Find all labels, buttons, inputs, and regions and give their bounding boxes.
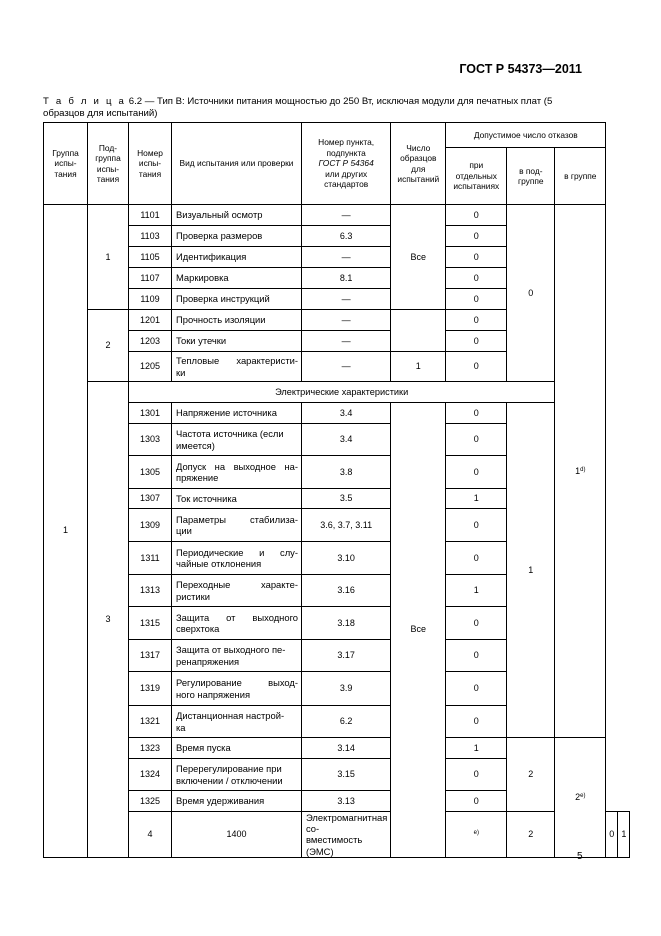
test-name xyxy=(172,672,302,706)
group-failures-1-value: 1 xyxy=(575,465,581,476)
test-number: 1305 xyxy=(129,456,172,489)
test-name-line2: ции xyxy=(176,525,192,536)
test-name xyxy=(172,640,302,672)
test-name-line2: сверхтока xyxy=(176,623,220,634)
subgroup-cell-1: 1 xyxy=(88,205,129,310)
test-name-line1: Периодические и слу- xyxy=(176,546,298,558)
test-number: 1317 xyxy=(129,640,172,672)
test-clause: 6.3 xyxy=(302,226,391,247)
header-in-subgroup: в под-группе xyxy=(507,148,555,205)
samples-cell-3: Все xyxy=(391,403,446,858)
test-table xyxy=(43,122,630,858)
group-cell: 1 xyxy=(44,205,88,858)
test-failures: 0 xyxy=(446,607,507,640)
header-number: Номер испы-тания xyxy=(129,123,172,205)
test-failures: 0 xyxy=(606,812,618,858)
test-number: 1325 xyxy=(129,791,172,812)
header-test-type: Вид испытания или проверки xyxy=(172,123,302,205)
test-clause: 3.5 xyxy=(302,489,391,509)
samples-1205: 1 xyxy=(391,352,446,382)
subgroup-cell-4: 4 xyxy=(129,812,172,858)
group-failures-1-note: d) xyxy=(580,466,586,473)
test-clause: 3.17 xyxy=(302,640,391,672)
test-name-line1: Допуск на выходное на- xyxy=(176,460,298,472)
test-name: Токи утечки xyxy=(172,331,302,352)
test-clause: — xyxy=(302,331,391,352)
test-name: Ток источника xyxy=(172,489,302,509)
test-name-line1: Перерегулирование при xyxy=(176,763,282,775)
test-name-line1: Переходные характе- xyxy=(176,579,298,591)
test-name-line1: Частота источника (если xyxy=(176,428,284,440)
subgroup-cell-3: 3 xyxy=(88,382,129,858)
test-name-line1: Дистанционная настрой- xyxy=(176,710,285,722)
test-number: 1105 xyxy=(129,247,172,268)
test-number: 1101 xyxy=(129,205,172,226)
test-name: Время удерживания xyxy=(172,791,302,812)
test-clause: 3.4 xyxy=(302,424,391,456)
test-name xyxy=(172,607,302,640)
test-clause: — xyxy=(302,352,391,382)
test-name-line2: вместимость (ЭМС) xyxy=(306,834,363,857)
test-name-line2: имеется) xyxy=(176,439,215,451)
test-name xyxy=(172,759,302,791)
test-name xyxy=(172,542,302,575)
header-allowed-failures: Допустимое число отказов xyxy=(446,123,606,148)
test-failures: 0 xyxy=(446,205,507,226)
test-clause: 3.10 xyxy=(302,542,391,575)
test-number: 1400 xyxy=(172,812,302,858)
test-name-line2: включении / отключении xyxy=(176,774,283,786)
header-group: Группа испы-тания xyxy=(44,123,88,205)
standard-designation: ГОСТ Р 54373—2011 xyxy=(459,62,582,76)
test-name xyxy=(172,509,302,542)
test-name-line1: Параметры стабилиза- xyxy=(176,513,298,525)
test-number: 1321 xyxy=(129,706,172,738)
test-name xyxy=(172,352,302,382)
test-number: 1107 xyxy=(129,268,172,289)
subgroup-failures-3b: 2 xyxy=(507,738,555,812)
subgroup-failures-1: 0 xyxy=(507,205,555,382)
test-name-line1: Электромагнитная со- xyxy=(306,812,388,835)
test-name xyxy=(172,706,302,738)
test-number: 1201 xyxy=(129,310,172,331)
subgroup-cell-2: 2 xyxy=(88,310,129,382)
samples-cell-1: Все xyxy=(391,205,446,310)
test-name: Напряжение источника xyxy=(172,403,302,424)
test-clause: 3.14 xyxy=(302,738,391,759)
test-number: 1319 xyxy=(129,672,172,706)
test-name: Время пуска xyxy=(172,738,302,759)
test-failures: 0 xyxy=(446,509,507,542)
test-name-line2: ного напряжения xyxy=(176,688,251,700)
test-clause: — xyxy=(302,247,391,268)
test-failures: 0 xyxy=(446,331,507,352)
header-clause-line3: или других стандартов xyxy=(324,168,369,190)
test-failures: 0 xyxy=(446,403,507,424)
test-clause: 3.4 xyxy=(302,403,391,424)
subgroup-failures-4: 1 xyxy=(618,812,630,858)
group-failures-2 xyxy=(555,738,606,858)
test-failures: 0 xyxy=(446,672,507,706)
test-failures: 0 xyxy=(446,289,507,310)
group-failures-1 xyxy=(555,205,606,738)
test-number: 1313 xyxy=(129,575,172,607)
test-name xyxy=(172,575,302,607)
test-failures: 0 xyxy=(446,542,507,575)
test-name-line2: ки xyxy=(176,366,186,378)
test-name xyxy=(302,812,391,858)
test-number: 1307 xyxy=(129,489,172,509)
test-name: Идентификация xyxy=(172,247,302,268)
header-clause-line2: ГОСТ Р 54364 xyxy=(318,158,374,169)
group-failures-2-note: e) xyxy=(580,792,586,799)
test-name: Проверка размеров xyxy=(172,226,302,247)
section-electrical: Электрические характеристики xyxy=(129,382,555,403)
test-name xyxy=(172,424,302,456)
test-failures: 0 xyxy=(446,640,507,672)
test-name-line1: Защита от выходного пе- xyxy=(176,644,286,656)
test-clause: 8.1 xyxy=(302,268,391,289)
caption-prefix: Т а б л и ц а xyxy=(43,96,127,107)
test-name-line2: пряжение xyxy=(176,472,219,483)
test-failures: 1 xyxy=(446,575,507,607)
caption-text: 6.2 — Тип В: Источники питания мощностью до 250 Вт, исключая модули для печатных плат (5 образцов для испытаний) xyxy=(43,96,553,119)
header-subgroup: Под-группа испы-тания xyxy=(88,123,129,205)
header-samples: Число образцов для испытаний xyxy=(391,123,446,205)
test-failures: 0 xyxy=(446,268,507,289)
test-name: Визуальный осмотр xyxy=(172,205,302,226)
header-clause-line1: Номер пункта, подпункта xyxy=(318,137,375,158)
test-clause xyxy=(446,812,507,858)
test-name: Маркировка xyxy=(172,268,302,289)
test-number: 1311 xyxy=(129,542,172,575)
test-name-line2: чайные отклонения xyxy=(176,558,262,569)
test-name-line2: ка xyxy=(176,721,186,733)
test-failures: 0 xyxy=(446,352,507,382)
test-number: 1109 xyxy=(129,289,172,310)
test-failures: 0 xyxy=(446,247,507,268)
test-failures: 0 xyxy=(446,310,507,331)
test-clause: 6.2 xyxy=(302,706,391,738)
test-clause: 3.6, 3.7, 3.11 xyxy=(302,509,391,542)
test-number: 1205 xyxy=(129,352,172,382)
test-number: 1103 xyxy=(129,226,172,247)
header-in-group: в группе xyxy=(555,148,606,205)
test-number: 1324 xyxy=(129,759,172,791)
samples-1400: 2 xyxy=(507,812,555,858)
header-per-test: при отдельных испытаниях xyxy=(446,148,507,205)
test-failures: 0 xyxy=(446,424,507,456)
test-name-line2: ренапряжения xyxy=(176,655,240,667)
test-failures: 0 xyxy=(446,456,507,489)
clause-1400-note: e) xyxy=(473,829,479,836)
test-clause: — xyxy=(302,205,391,226)
test-number: 1315 xyxy=(129,607,172,640)
subgroup-failures-3a: 1 xyxy=(507,403,555,738)
test-clause: 3.13 xyxy=(302,791,391,812)
table-caption xyxy=(43,96,583,120)
test-name: Проверка инструкций xyxy=(172,289,302,310)
test-number: 1303 xyxy=(129,424,172,456)
header-clause xyxy=(302,123,391,205)
test-name xyxy=(172,456,302,489)
test-name-line1: Тепловые характеристи- xyxy=(176,355,298,367)
test-name-line2: ристики xyxy=(176,590,211,602)
samples-cell-2 xyxy=(391,310,446,352)
test-clause: 3.8 xyxy=(302,456,391,489)
test-name-line1: Защита от выходного xyxy=(176,611,298,623)
test-clause: 3.15 xyxy=(302,759,391,791)
test-number: 1323 xyxy=(129,738,172,759)
test-clause: — xyxy=(302,289,391,310)
test-number: 1301 xyxy=(129,403,172,424)
test-failures: 0 xyxy=(446,791,507,812)
test-clause: 3.16 xyxy=(302,575,391,607)
test-clause: 3.18 xyxy=(302,607,391,640)
test-failures: 0 xyxy=(446,759,507,791)
test-name: Прочность изоляции xyxy=(172,310,302,331)
test-name-line1: Регулирование выход- xyxy=(176,677,298,689)
test-failures: 0 xyxy=(446,226,507,247)
test-number: 1309 xyxy=(129,509,172,542)
test-clause: — xyxy=(302,310,391,331)
test-clause: 3.9 xyxy=(302,672,391,706)
group-failures-2-value: 2 xyxy=(575,791,581,802)
test-number: 1203 xyxy=(129,331,172,352)
test-failures: 1 xyxy=(446,738,507,759)
page-number: 5 xyxy=(577,851,583,862)
test-failures: 0 xyxy=(446,706,507,738)
test-failures: 1 xyxy=(446,489,507,509)
